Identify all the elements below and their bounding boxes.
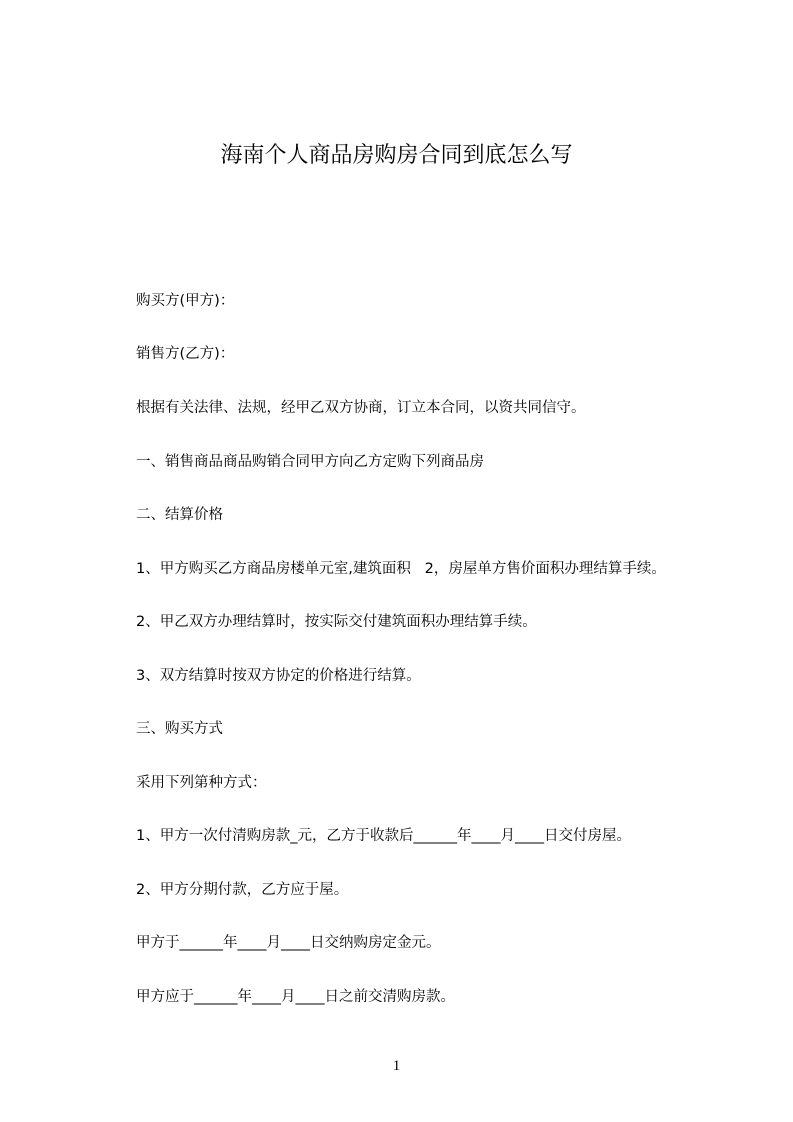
paragraph-preamble: 根据有关法律、法规，经甲乙双方协商，订立本合同，以资共同信守。 (136, 400, 586, 416)
final-payment-clause: 甲方应于______年____月____日之前交清购房款。 (136, 989, 455, 1005)
payment-option-1: 1、甲方一次付清购房款_元，乙方于收款后______年____月____日交付房屋。 (136, 828, 631, 844)
payment-option-2: 2、甲方分期付款，乙方应于屋。 (136, 882, 349, 898)
clause-2-3: 3、双方结算时按双方协定的价格进行结算。 (136, 668, 421, 684)
section-heading-1: 一、销售商品商品购销合同甲方向乙方定购下列商品房 (136, 454, 484, 470)
payment-method-intro: 采用下列第种方式： (136, 775, 267, 791)
paragraph-buyer: 购买方(甲方)： (136, 293, 235, 309)
section-heading-2: 二、结算价格 (136, 507, 223, 523)
section-heading-3: 三、购买方式 (136, 721, 223, 737)
deposit-clause: 甲方于______年____月____日交纳购房定金元。 (136, 935, 441, 951)
page-number: 1 (392, 1058, 401, 1074)
document-title: 海南个人商品房购房合同到底怎么写 (220, 143, 573, 168)
paragraph-seller: 销售方(乙方)： (136, 346, 235, 362)
clause-2-1: 1、甲方购买乙方商品房楼单元室,建筑面积 2，房屋单方售价面积办理结算手续。 (136, 561, 666, 577)
clause-2-2: 2、甲乙双方办理结算时，按实际交付建筑面积办理结算手续。 (136, 614, 537, 630)
